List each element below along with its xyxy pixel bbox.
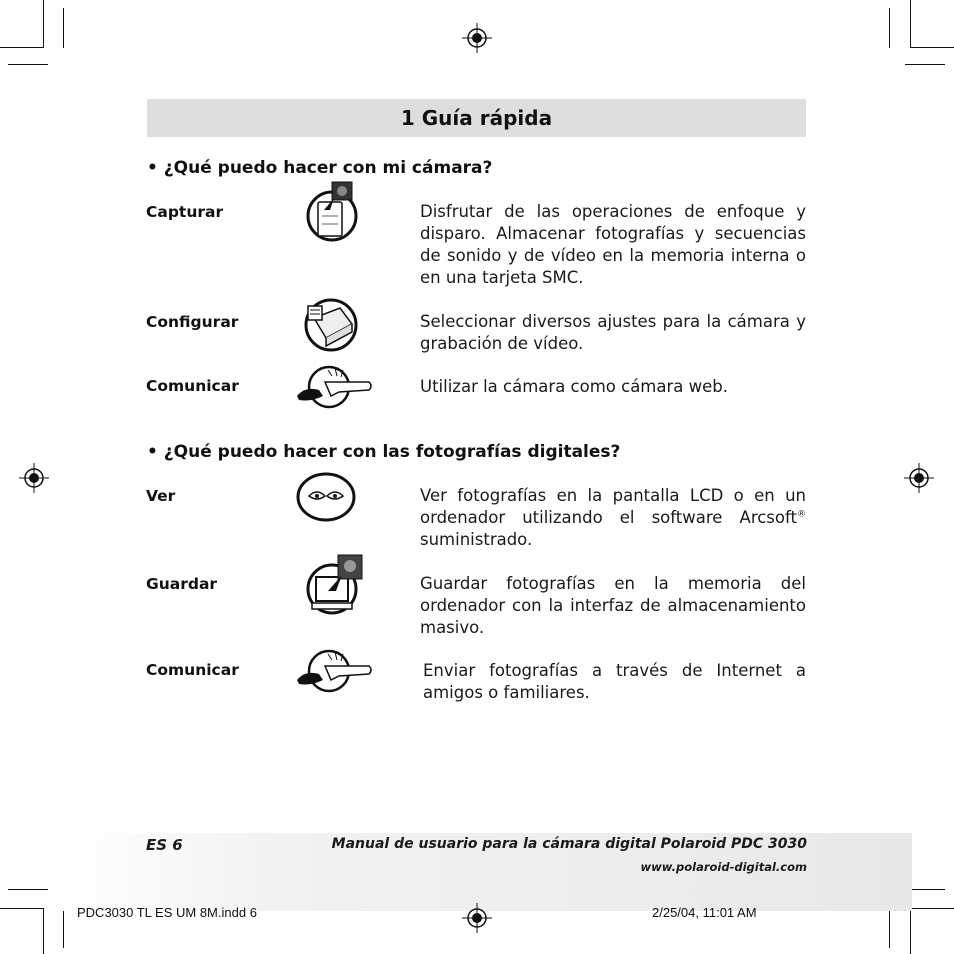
item-desc-save: Guardar fotografías en la memoria del ordenador con la interfaz de almacenamiento masivo. [420,574,806,637]
page-title: 1 Guía rápida [400,106,553,130]
item-desc-communicate: Utilizar la cámara como cámara web. [420,377,728,396]
crop-mark [0,908,43,909]
crop-mark [910,0,911,48]
crop-mark [43,908,44,954]
crop-mark [0,47,43,48]
crop-mark [911,47,954,48]
settings-toolbox-icon [300,294,362,356]
slug-date: 2/25/04, 11:01 AM [652,905,757,920]
communicate-hand-icon [295,362,375,412]
crop-mark [905,64,945,65]
item-desc-view: Ver fotografías en la pantalla LCD o en un ordenador utilizando el software Arcsoft® suministrado. [420,486,806,549]
section-heading-camera: • ¿Qué puedo hacer con mi cámara? [147,158,493,178]
view-eyes-icon [295,470,357,524]
item-desc-communicate-photos: Enviar fotografías a través de Internet a amigos o familiares. [423,661,806,702]
item-desc-capture: Disfrutar de las operaciones de enfoque y disparo. Almacenar fotografías y secuencias de sonido y de vídeo en la memoria interna o en una tarjeta SMC. [420,202,806,287]
item-desc-configure: Seleccionar diversos ajustes para la cámara y grabación de vídeo. [420,312,806,353]
item-label-communicate-photos: Comunicar [146,661,239,679]
crop-mark [911,908,954,909]
item-label-save: Guardar [146,575,218,593]
crop-mark [910,908,911,954]
crop-mark [63,908,64,948]
item-label-communicate: Comunicar [146,377,239,395]
registration-mark-icon [462,23,492,53]
item-label-configure: Configurar [146,313,239,331]
communicate-hand-icon [295,646,375,696]
crop-mark [8,889,48,890]
save-monitor-icon [302,553,364,615]
camera-capture-icon [300,180,362,242]
section-heading-photos: • ¿Qué puedo hacer con las fotografías digitales? [147,442,621,462]
crop-mark [889,8,890,48]
crop-mark [8,64,48,65]
item-label-capture: Capturar [146,203,224,221]
footer-url: www.polaroid-digital.com [640,860,807,874]
page-number: ES 6 [146,836,183,854]
footer-manual-title: Manual de usuario para la cámara digital Polaroid PDC 3030 [331,836,807,852]
slug-filename: PDC3030 TL ES UM 8M.indd 6 [77,905,257,920]
crop-mark [889,908,890,948]
registration-mark-icon [904,463,934,493]
registration-mark-icon [462,903,492,933]
crop-mark [63,8,64,48]
crop-mark [43,0,44,48]
item-label-view: Ver [146,487,176,505]
registration-mark-icon [19,463,49,493]
